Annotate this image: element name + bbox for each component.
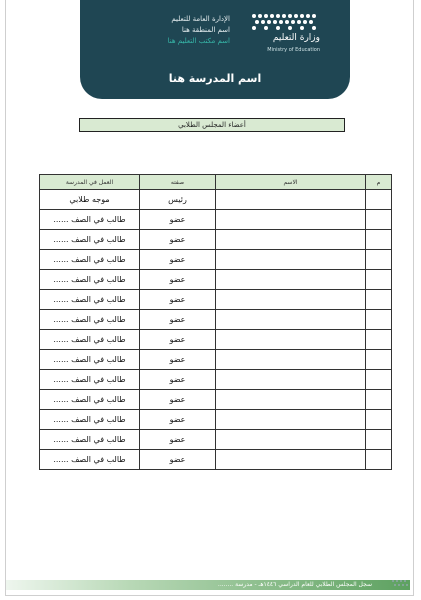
table-row: [40, 410, 392, 430]
table-row: [40, 330, 392, 350]
cell-number: [366, 270, 392, 290]
cell-name: [216, 410, 366, 430]
cell-name: [216, 430, 366, 450]
cell-title: عضو: [140, 250, 216, 270]
table-row: [40, 210, 392, 230]
cell-number: [366, 330, 392, 350]
header-school-role: العمل في المدرسة: [40, 175, 140, 190]
header-title: صفته: [140, 175, 216, 190]
ministry-logo-icon: [392, 579, 410, 591]
cell-title: عضو: [140, 310, 216, 330]
cell-school-role: طالب في الصف ......: [40, 390, 140, 410]
cell-number: [366, 310, 392, 330]
school-name-title: اسم المدرسة هنا: [168, 72, 262, 85]
table-row: [40, 370, 392, 390]
cell-school-role: طالب في الصف ......: [40, 410, 140, 430]
cell-school-role: طالب في الصف ......: [40, 270, 140, 290]
cell-name: [216, 450, 366, 470]
cell-number: [366, 290, 392, 310]
cell-name: [216, 310, 366, 330]
cell-number: [366, 450, 392, 470]
cell-number: [366, 430, 392, 450]
cell-name: [216, 270, 366, 290]
ministry-name-arabic: وزارة التعليم: [272, 33, 320, 43]
cell-name: [216, 250, 366, 270]
cell-school-role: طالب في الصف ......: [40, 290, 140, 310]
table-row: [40, 250, 392, 270]
cell-title: عضو: [140, 390, 216, 410]
cell-school-role: موجه طلابي: [40, 190, 140, 210]
cell-title: عضو: [140, 370, 216, 390]
table-row: [40, 290, 392, 310]
table-row: [40, 310, 392, 330]
admin-general-directorate: الإدارة العامة للتعليم: [171, 15, 230, 23]
cell-title: عضو: [140, 410, 216, 430]
cell-number: [366, 210, 392, 230]
cell-school-role: طالب في الصف ......: [40, 230, 140, 250]
cell-title: عضو: [140, 210, 216, 230]
ministry-logo-icon: [252, 14, 320, 30]
admin-region-name: اسم المنطقة هنا: [181, 26, 230, 34]
cell-title: عضو: [140, 230, 216, 250]
cell-number: [366, 190, 392, 210]
cell-number: [366, 370, 392, 390]
table-row: [40, 270, 392, 290]
cell-number: [366, 390, 392, 410]
cell-name: [216, 210, 366, 230]
table-row: [40, 350, 392, 370]
cell-school-role: طالب في الصف ......: [40, 430, 140, 450]
admin-office-name: اسم مكتب التعليم هنا: [167, 37, 230, 45]
cell-number: [366, 230, 392, 250]
cell-title: عضو: [140, 270, 216, 290]
cell-title: عضو: [140, 450, 216, 470]
cell-name: [216, 350, 366, 370]
council-members-table: [39, 174, 392, 470]
administration-info: [112, 14, 230, 47]
table-row: [40, 230, 392, 250]
cell-title: عضو: [140, 430, 216, 450]
cell-school-role: طالب في الصف ......: [40, 250, 140, 270]
cell-school-role: طالب في الصف ......: [40, 310, 140, 330]
cell-name: [216, 290, 366, 310]
cell-school-role: طالب في الصف ......: [40, 330, 140, 350]
ministry-name-english: Ministry of Education: [267, 47, 320, 53]
cell-number: [366, 350, 392, 370]
table-row: [40, 390, 392, 410]
cell-name: [216, 370, 366, 390]
cell-name: [216, 390, 366, 410]
cell-name: [216, 330, 366, 350]
cell-title: عضو: [140, 350, 216, 370]
header-number: م: [366, 175, 392, 190]
table-header-row: [40, 175, 392, 190]
table-row: [40, 450, 392, 470]
table-row: [40, 190, 392, 210]
cell-school-role: طالب في الصف ......: [40, 350, 140, 370]
cell-school-role: طالب في الصف ......: [40, 450, 140, 470]
cell-number: [366, 410, 392, 430]
cell-name: [216, 230, 366, 250]
footer-caption: سجل المجلس الطلابي للعام الدراسي ١٤٤٦هـ - مدرسة ........: [217, 581, 372, 588]
cell-title: عضو: [140, 330, 216, 350]
table-row: [40, 430, 392, 450]
header-name: الاسم: [216, 175, 366, 190]
cell-title: عضو: [140, 290, 216, 310]
cell-number: [366, 250, 392, 270]
cell-school-role: طالب في الصف ......: [40, 210, 140, 230]
cell-name: [216, 190, 366, 210]
section-title: أعضاء المجلس الطلابي: [79, 118, 345, 132]
cell-school-role: طالب في الصف ......: [40, 370, 140, 390]
cell-title: رئيس: [140, 190, 216, 210]
table-body: [40, 190, 392, 470]
